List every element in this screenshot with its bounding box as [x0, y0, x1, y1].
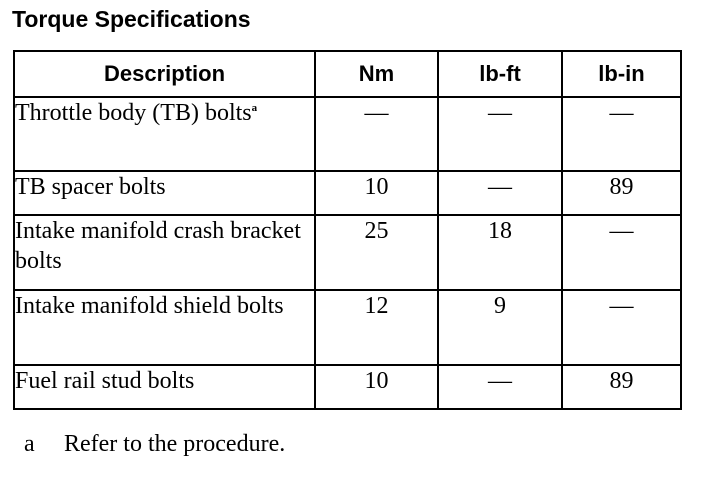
- page-title: Torque Specifications: [12, 6, 251, 32]
- column-header-description: Description: [14, 51, 315, 97]
- description-cell: [14, 171, 315, 215]
- lb-in-cell: —: [562, 290, 681, 365]
- table-row: [14, 290, 681, 365]
- description-cell: [14, 97, 315, 171]
- column-header-lb-in: lb-in: [562, 51, 681, 97]
- description-text: Intake manifold shield bolts: [15, 293, 284, 319]
- lb-in-cell: —: [562, 215, 681, 290]
- column-header-lb-ft: lb-ft: [438, 51, 562, 97]
- table-row: [14, 171, 681, 215]
- footnote-text: Refer to the procedure.: [64, 431, 286, 457]
- description-text: Intake manifold crash bracket bolts: [15, 218, 301, 274]
- lb-ft-cell: 9: [438, 290, 562, 365]
- column-header-nm: Nm: [315, 51, 438, 97]
- description-cell: [14, 215, 315, 290]
- table-header-row: [14, 51, 681, 97]
- lb-in-cell: 89: [562, 365, 681, 409]
- description-text: TB spacer bolts: [15, 174, 166, 200]
- lb-in-cell: —: [562, 97, 681, 171]
- nm-cell: 25: [315, 215, 438, 290]
- lb-ft-cell: 18: [438, 215, 562, 290]
- footnote: [24, 429, 285, 459]
- table-row: [14, 97, 681, 171]
- description-text: Throttle body (TB) bolts: [15, 100, 252, 126]
- table-row: [14, 365, 681, 409]
- nm-cell: 12: [315, 290, 438, 365]
- lb-ft-cell: —: [438, 171, 562, 215]
- description-text: Fuel rail stud bolts: [15, 368, 195, 394]
- nm-cell: 10: [315, 365, 438, 409]
- description-cell: [14, 290, 315, 365]
- description-cell: [14, 365, 315, 409]
- nm-cell: 10: [315, 171, 438, 215]
- table-row: [14, 215, 681, 290]
- footnote-marker: a: [24, 431, 35, 457]
- lb-ft-cell: —: [438, 365, 562, 409]
- footnote-marker: a: [251, 102, 258, 114]
- nm-cell: —: [315, 97, 438, 171]
- lb-in-cell: 89: [562, 171, 681, 215]
- torque-specifications-table: [13, 50, 682, 410]
- lb-ft-cell: —: [438, 97, 562, 171]
